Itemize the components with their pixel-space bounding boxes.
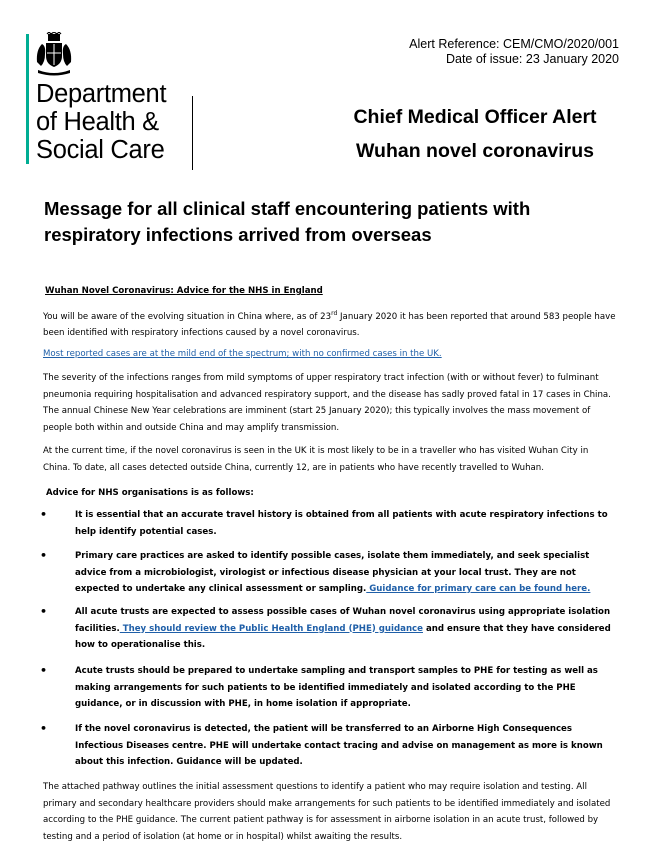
brand-accent-bar: [26, 34, 29, 164]
bullet-text: [75, 548, 620, 598]
bullet-marker: •: [40, 549, 48, 562]
bullet-text-body: Primary care practices are asked to identify possible cases, isolate them immediately, and seek specialist advice from a microbiologist, virologist or infectious disease physician at your local trust. They are not expected to undertake any clinical assessment or sampling.: [75, 551, 590, 594]
alert-title: Chief Medical Officer Alert: [353, 106, 597, 128]
severity-paragraph: The severity of the infections ranges from mild symptoms of upper respiratory tract infection (with or without fever) to fulminant pneumonia requiring hospitalisation and advanced respiratory support, and the disease has sadly proved fatal in 17 cases in China. The annual Chinese New Year celebrations are imminent (start 25 January 2020); this typically involves the mass movement of people both within and outside China and may amplify transmission.: [43, 373, 611, 433]
bullet-text: It is essential that an accurate travel history is obtained from all patients with acute respiratory infections to help identify potential cases.: [75, 510, 608, 537]
intro-paragraph: [43, 306, 618, 342]
advice-intro: Advice for NHS organisations is as follows:: [46, 488, 254, 498]
alert-title-block: [300, 100, 650, 168]
header-divider: [192, 96, 193, 170]
current-situation-paragraph: At the current time, if the novel coronavirus is seen in the UK it is most likely to be in a traveller who has visited Wuhan City in China. To date, all cases detected outside China, currently 12, are in patients who have recently travelled to Wuhan.: [43, 446, 589, 473]
department-line-2: of Health &: [36, 108, 159, 136]
intro-text-after: January 2020 it has been reported that around 583 people have been identified with respiratory infections caused by a novel coronavirus.: [43, 311, 616, 339]
bullet-marker: •: [40, 605, 48, 618]
bullet-marker: •: [40, 664, 48, 677]
department-line-1: Department: [36, 80, 167, 108]
alert-reference-block: [409, 37, 619, 67]
phe-guidance-link[interactable]: They should review the Public Health England (PHE) guidance: [119, 623, 423, 634]
alert-reference: Alert Reference: CEM/CMO/2020/001: [409, 37, 619, 51]
department-line-3: Social Care: [36, 136, 165, 164]
section-title: Wuhan Novel Coronavirus: Advice for the NHS in England: [45, 286, 323, 296]
bullet-text-body: All acute trusts are expected to assess possible cases of Wuhan novel coronavirus using appropriate isolation facilities.: [75, 607, 611, 634]
page-headline: Message for all clinical staff encountering patients with respiratory infections arrived from overseas: [44, 198, 531, 245]
mild-cases-link[interactable]: Most reported cases are at the mild end of the spectrum; with no confirmed cases in the UK.: [43, 349, 442, 359]
primary-care-guidance-link[interactable]: Guidance for primary care can be found here.: [366, 584, 591, 594]
pathway-paragraph: The attached pathway outlines the initial assessment questions to identify a patient who may require isolation and testing. All primary and secondary healthcare providers should make arrangements for such patients to be identified immediately and isolated according to the PHE guidance. The current patient pathway is for assessment in airborne isolation in an acute trust, followed by testing and a period of isolation (at home or in hospital) whilst awaiting the results.: [43, 782, 611, 842]
department-logo-text: [36, 80, 166, 164]
bullet-text: If the novel coronavirus is detected, the patient will be transferred to an Airborne High Consequences Infectious Diseases centre. PHE will undertake contact tracing and advise on management as more is known about this infection. Guidance will be updated.: [75, 724, 603, 767]
intro-text-before: You will be aware of the evolving situation in China where, as of 23: [43, 311, 332, 322]
bullet-text: [75, 604, 620, 654]
bullet-text-after: and ensure that they have considered how to operationalise this.: [75, 623, 611, 650]
bullet-marker: •: [40, 722, 48, 735]
date-of-issue: Date of issue: 23 January 2020: [445, 52, 619, 66]
bullet-marker: •: [40, 508, 48, 521]
alert-subtitle: Wuhan novel coronavirus: [355, 140, 595, 162]
bullet-text: Acute trusts should be prepared to undertake sampling and transport samples to PHE for testing as well as making arrangements for such patients to be identified immediately and isolated according to the PHE guidance, or in discussion with PHE, in home isolation if appropriate.: [75, 666, 598, 709]
royal-coat-of-arms-icon: [34, 32, 74, 76]
intro-date-suffix: rd: [331, 310, 338, 317]
